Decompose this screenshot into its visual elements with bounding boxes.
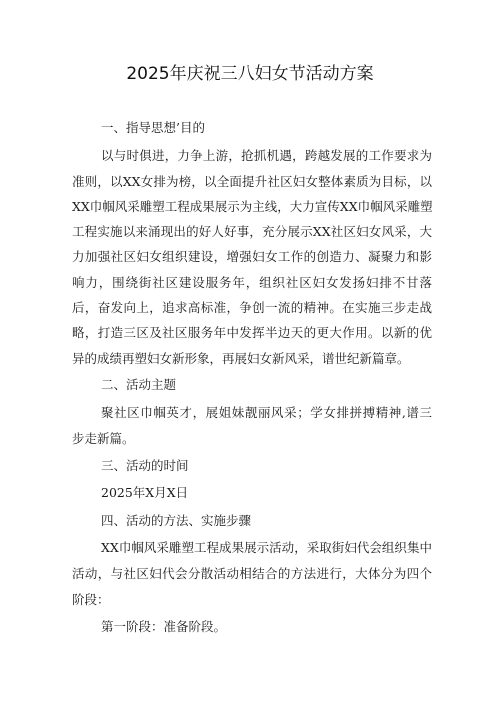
section-heading-activity-time: 三、活动的时间 [101, 458, 189, 473]
paragraph-line: 活动，与社区妇代会分散活动相结合的方法进行，大体分为四个 [72, 566, 432, 581]
paragraph-line: 工程实施以来涌现出的好人好事，充分展示XX社区妇女风采，大 [72, 224, 432, 239]
paragraph-line: 力加强社区妇女组织建设，增强妇女工作的创造力、凝聚力和影 [72, 249, 432, 264]
paragraph-line: 阶段： [72, 592, 110, 607]
paragraph-line: 聚社区巾帼英才，展姐妹靓丽风采；学女排拼搏精神,谱三 [101, 405, 432, 420]
paragraph-line: 异的成绩再塑妇女新形象，再展妇女新风采，谱世纪新篇章。 [72, 351, 410, 366]
section-heading-activity-theme: 二、活动主题 [101, 377, 177, 392]
paragraph-line: 准则，以XX女排为榜，以全面提升社区妇女整体素质为目标，以 [72, 174, 432, 189]
activity-date: 2025年X月X日 [101, 485, 189, 500]
paragraph-line: 步走新篇。 [72, 431, 135, 446]
paragraph-line: XX巾帼风采雕塑工程成果展示活动，采取街妇代会组织集中 [101, 540, 432, 555]
document-title: 2025年庆祝三八妇女节活动方案 [126, 64, 374, 84]
paragraph-line: 略，打造三区及社区服务年中发挥半边天的更大作用。以新的优 [72, 325, 432, 340]
paragraph-line: 以与时俱进，力争上游，抢抓机遇，跨越发展的工作要求为 [101, 148, 432, 163]
paragraph-line: 响力，围绕街社区建设服务年，组织社区妇女发扬妇排不甘落 [72, 275, 432, 290]
paragraph-line: 后，奋发向上，追求高标准，争创一流的精神。在实施三步走战 [72, 300, 432, 315]
section-heading-guiding-purpose: 一、指导思想’目的 [101, 120, 205, 135]
phase-one-heading: 第一阶段：准备阶段。 [101, 619, 227, 634]
paragraph-line: XX巾帼风采雕塑工程成果展示为主线，大力宣传XX巾帼风采雕塑 [72, 199, 433, 214]
section-heading-methods-steps: 四、活动的方法、实施步骤 [101, 513, 252, 528]
